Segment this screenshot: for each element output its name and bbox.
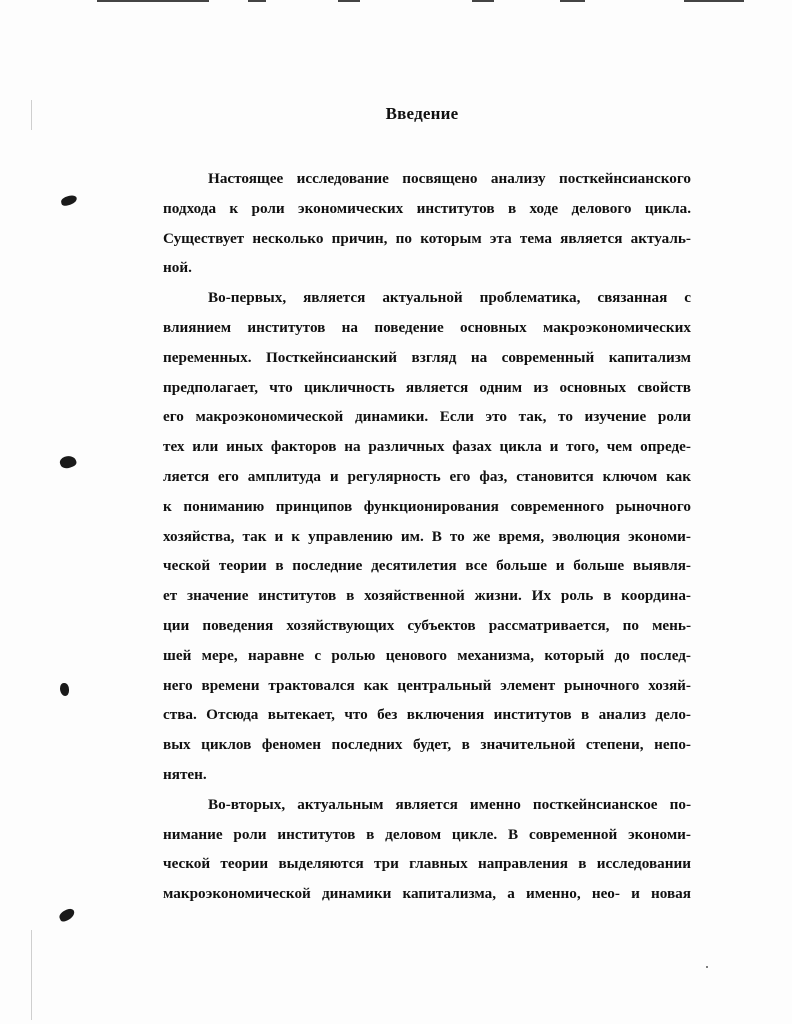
- text-line: к пониманию принципов функционирования современного рыночного: [163, 497, 691, 515]
- scan-artifact-top: [684, 0, 744, 2]
- text-line: ческой теории в последние десятилетия все больше и больше выявля-: [163, 557, 691, 575]
- scan-artifact-top: [560, 0, 585, 2]
- text-line: ства. Отсюда вытекает, что без включения институтов в анализ дело-: [163, 706, 691, 724]
- scan-artifact-top: [97, 0, 209, 2]
- body-text: [163, 164, 691, 909]
- text-line: нятен.: [163, 765, 207, 783]
- punch-hole-mark: [58, 907, 77, 923]
- text-line: влиянием институтов на поведение основных макроэкономических: [163, 318, 691, 336]
- binding-line: [31, 930, 32, 1020]
- text-line: ляется его амплитуда и регулярность его фаз, становится ключом как: [163, 467, 691, 485]
- scan-artifact-top: [338, 0, 360, 2]
- text-line: ной.: [163, 259, 192, 277]
- text-line: хозяйства, так и к управлению им. В то же время, эволюция экономи-: [163, 527, 691, 545]
- text-line: тех или иных факторов на различных фазах цикла и того, чем опреде-: [163, 438, 691, 456]
- text-line: него времени трактовался как центральный элемент рыночного хозяй-: [163, 676, 691, 694]
- text-line: макроэкономической динамики капитализма, а именно, нео- и новая: [163, 885, 691, 903]
- text-line: ции поведения хозяйствующих субъектов рассматривается, по мень-: [163, 616, 691, 634]
- text-line: Существует несколько причин, по которым эта тема является актуаль-: [163, 229, 691, 247]
- scan-artifact-top: [248, 0, 266, 2]
- text-line: ческой теории выделяются три главных направления в исследовании: [163, 855, 691, 873]
- page-title: Введение: [385, 104, 459, 123]
- scan-speck: [706, 966, 708, 968]
- text-line: вых циклов феномен последних будет, в значительной степени, непо-: [163, 736, 691, 754]
- text-line: Во-вторых, актуальным является именно посткейнсианское по-: [208, 795, 691, 813]
- text-line: ет значение институтов в хозяйственной жизни. Их роль в координа-: [163, 587, 691, 605]
- text-line: подхода к роли экономических институтов в ходе делового цикла.: [163, 199, 691, 217]
- punch-hole-mark: [58, 454, 77, 471]
- text-line: предполагает, что цикличность является одним из основных свойств: [163, 378, 691, 396]
- text-line: переменных. Посткейнсианский взгляд на современный капитализм: [163, 348, 691, 366]
- text-line: Во-первых, является актуальной проблематика, связанная с: [208, 289, 691, 307]
- scan-artifact-top: [472, 0, 494, 2]
- text-line: шей мере, наравне с ролью ценового механизма, который до послед-: [163, 646, 691, 664]
- punch-hole-mark: [60, 194, 78, 206]
- text-line: его макроэкономической динамики. Если это так, то изучение роли: [163, 408, 691, 426]
- punch-hole-mark: [60, 683, 69, 696]
- text-line: Настоящее исследование посвящено анализу посткейнсианского: [208, 170, 691, 187]
- text-line: нимание роли институтов в деловом цикле. В современной экономи-: [163, 825, 691, 843]
